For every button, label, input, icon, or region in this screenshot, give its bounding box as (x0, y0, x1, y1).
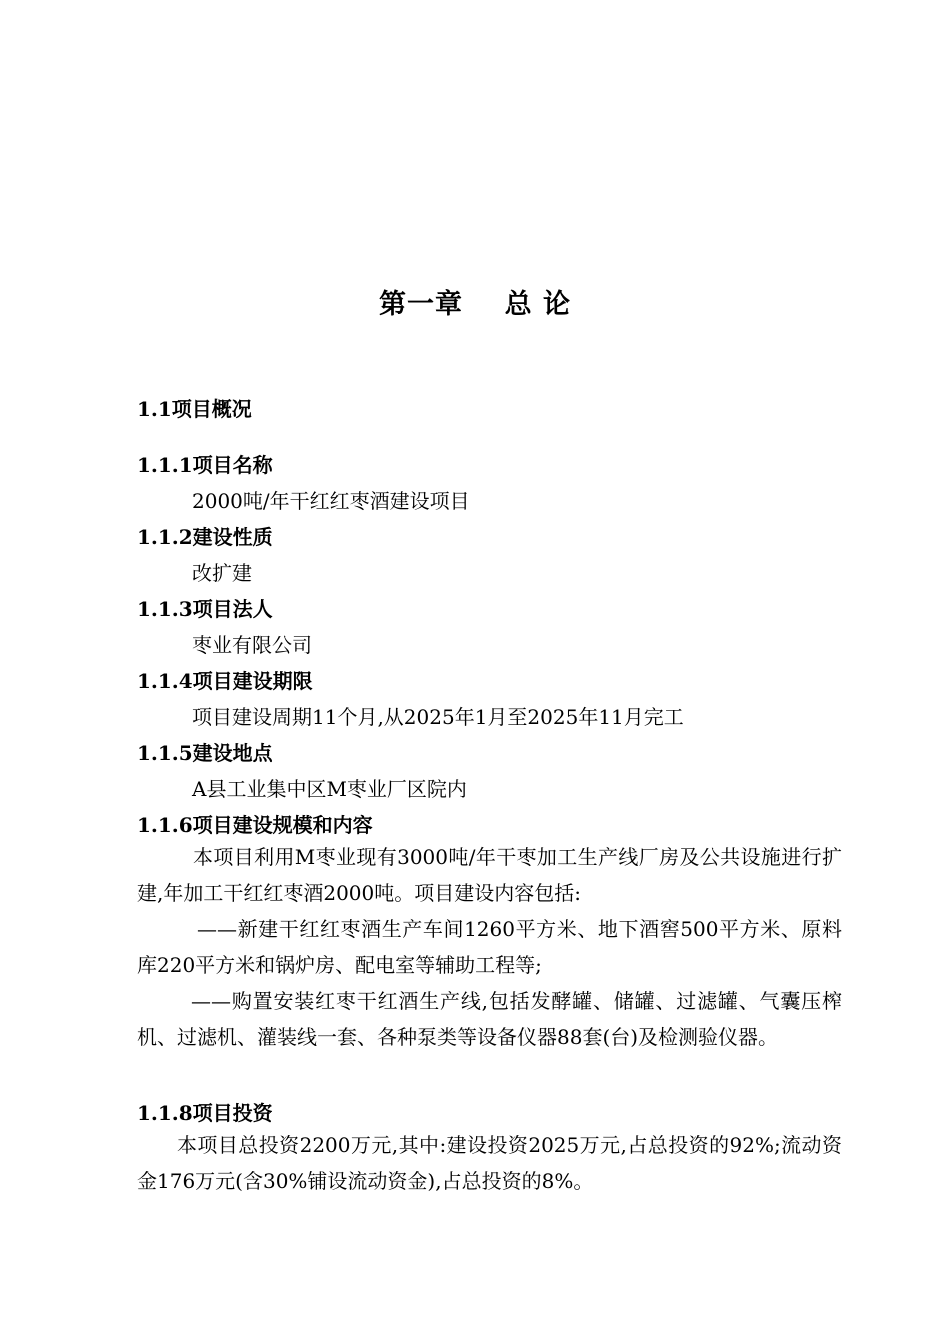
section-heading-1-1-3: 1.1.3项目法人 (137, 597, 273, 621)
construction-location-text: A县工业集中区M枣业厂区院内 (192, 777, 467, 801)
section-heading-1-1-4: 1.1.4项目建设期限 (137, 669, 313, 693)
scale-paragraph-3: ——购置安装红枣干红酒生产线,包括发酵罐、储罐、过滤罐、气囊压榨机、过滤机、灌装线一套、各种泵类等设备仪器88套(台)及检测验仪器。 (137, 989, 842, 1049)
project-name-text: 2000吨/年干红红枣酒建设项目 (192, 489, 470, 513)
construction-nature-text: 改扩建 (192, 561, 252, 585)
legal-entity-text: 枣业有限公司 (192, 633, 312, 657)
section-heading-1-1: 1.1项目概况 (137, 397, 252, 421)
section-heading-1-1-5: 1.1.5建设地点 (137, 741, 273, 765)
chapter-title: 第一章 总 论 (379, 289, 571, 320)
section-heading-1-1-2: 1.1.2建设性质 (137, 525, 273, 549)
scale-paragraph-2: ——新建干红红枣酒生产车间1260平方米、地下酒窖500平方米、原料库220平方米和锅炉房、配电室等辅助工程等; (137, 917, 842, 977)
section-heading-1-1-1: 1.1.1项目名称 (137, 453, 273, 477)
section-heading-1-1-8: 1.1.8项目投资 (137, 1101, 273, 1125)
investment-paragraph: 本项目总投资2200万元,其中:建设投资2025万元,占总投资的92%;流动资金176万元(含30%铺设流动资金),占总投资的8%。 (137, 1133, 842, 1193)
scale-paragraph-1: 本项目利用M枣业现有3000吨/年干枣加工生产线厂房及公共设施进行扩建,年加工干红红枣酒2000吨。项目建设内容包括: (137, 845, 842, 905)
construction-period-text: 项目建设周期11个月,从2025年1月至2025年11月完工 (192, 705, 684, 729)
section-heading-1-1-6: 1.1.6项目建设规模和内容 (137, 813, 373, 837)
